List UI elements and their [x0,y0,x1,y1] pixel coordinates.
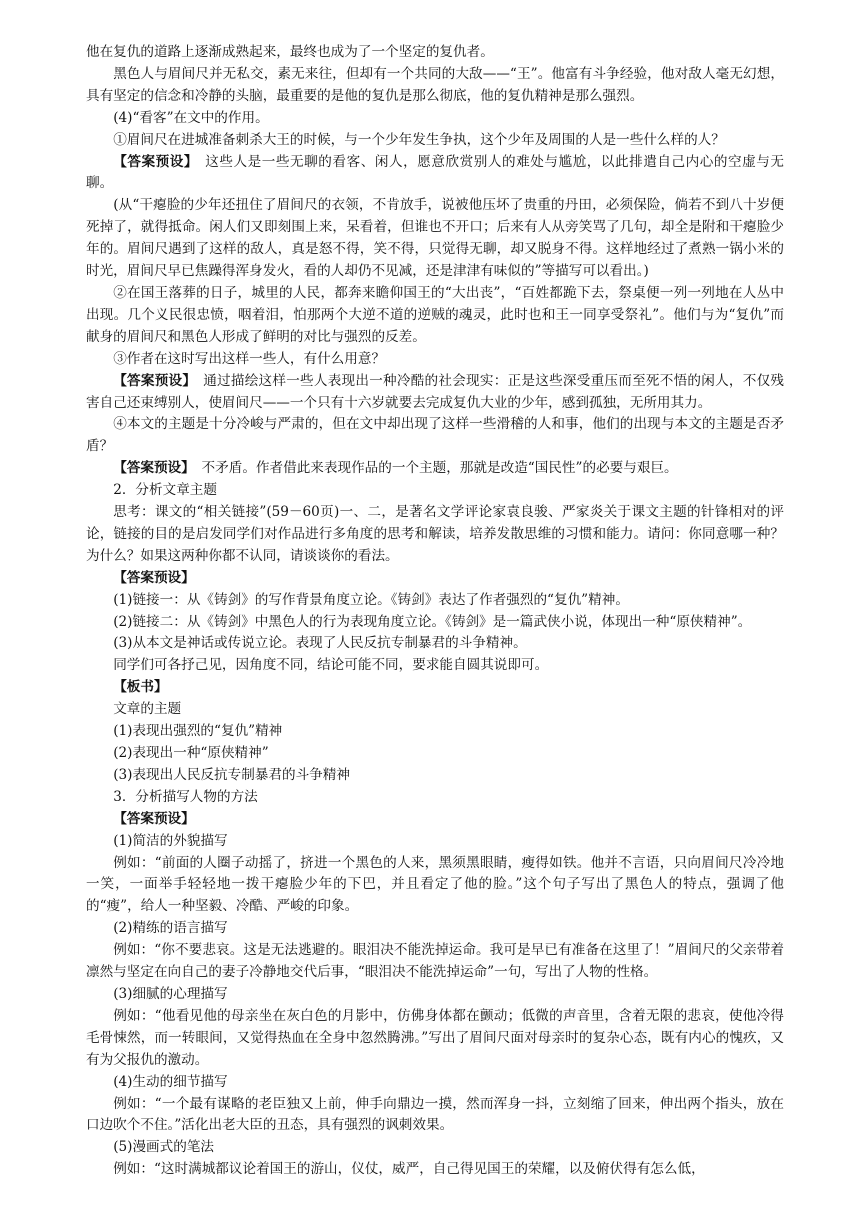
body-paragraph: (4)生动的细节描写 [113,1073,228,1090]
body-paragraph: ②在国王落葬的日子，城里的人民，都奔来瞻仰国王的“大出丧”，“百姓都跪下去，祭桌便一列一列地在人丛中出现。几个义民很忠愤，咽着泪，怕那两个大逆不道的逆贼的魂灵，此时也和王一同享受祭礼”。他们与为“复仇”而献身的眉间尺和黑色人形成了鲜明的对比与强烈的反差。 [86,284,784,345]
answer-label: 【答案预设】 [113,372,190,389]
body-paragraph: 3．分析描写人物的方法 [113,788,258,805]
section-label: 【答案预设】 [113,569,195,586]
body-paragraph: 思考：课文的“相关链接”(59－60页)一、二，是著名文学评论家袁良骏、严家炎关于课文主题的针锋相对的评论，链接的目的是启发同学们对作品进行多角度的思考和解读，培养发散思维的习惯和能力。请问：你同意哪一种？为什么？如果这两种你都不认同，请谈谈你的看法。 [86,504,784,564]
body-paragraph: (从“干瘪脸的少年还扭住了眉间尺的衣领，不肯放手，说被他压坏了贵重的丹田，必须保险，倘若不到八十岁便死掉了，就得抵命。闲人们又即刻围上来，呆看着，但谁也不开口；后来有人从旁笑骂了几句，却全是附和干瘪脸少年的。眉间尺遇到了这样的敌人，真是怒不得，笑不得，只觉得无聊，却又脱身不得。这样地经过了煮熟一锅小米的时光，眉间尺早已焦躁得浑身发火，看的人却仍不见减，还是津津有味似的”等描写可以看出。) [86,197,784,280]
body-paragraph: (3)细腻的心理描写 [113,985,228,1002]
answer-text: 通过描绘这样一些人表现出一种冷酷的社会现实：正是这些深受重压而至死不悟的闲人，不仅残害自己还束缚别人，使眉间尺——一个只有十六岁就要去完成复仇大业的少年，感到孤独，无所用其力。 [86,372,784,411]
body-paragraph: 2．分析文章主题 [113,482,217,499]
body-paragraph: (2)表现出一种“原侠精神” [113,745,269,761]
body-paragraph: ④本文的主题是十分冷峻与严肃的，但在文中却出现了这样一些滑稽的人和事，他们的出现与本文的主题是否矛盾？ [86,416,784,455]
body-paragraph: ①眉间尺在进城准备刺杀大王的时候，与一个少年发生争执，这个少年及周围的人是一些什么样的人？ [113,131,725,148]
body-paragraph: (5)漫画式的笔法 [113,1139,215,1156]
body-paragraph: (3)表现出人民反抗专制暴君的斗争精神 [113,766,350,783]
body-paragraph: (4)“看客”在文中的作用。 [113,109,269,126]
body-paragraph: (2)精练的语言描写 [113,920,228,937]
body-paragraph: 例如：“你不要悲哀。这是无法逃避的。眼泪决不能洗掉运命。我可是早已有准备在这里了！”眉间尺的父亲带着凛然与坚定在向自己的妻子冷静地交代后事，“眼泪决不能洗掉运命”一句，写出了人物的性格。 [86,942,784,981]
answer-paragraph [86,458,784,480]
body-paragraph: (1)简洁的外貌描写 [113,832,228,849]
body-paragraph: 他在复仇的道路上逐渐成熟起来，最终也成为了一个坚定的复仇者。 [86,44,494,60]
body-paragraph: 同学们可各抒己见，因角度不同，结论可能不同，要求能自圆其说即可。 [113,657,549,674]
answer-label: 【答案预设】 [113,153,192,170]
body-paragraph: 例如：“这时满城都议论着国王的游山，仪仗，威严，自己得见国王的荣耀，以及俯伏得有怎么低， [113,1161,705,1178]
body-paragraph: 例如：“一个最有谋略的老臣独又上前，伸手向鼎边一摸，然而浑身一抖，立刻缩了回来，伸出两个指头，放在口边吹个不住。”活化出老大臣的丑态，具有强烈的讽刺效果。 [86,1095,784,1134]
section-label: 【答案预设】 [113,810,195,827]
body-paragraph: 例如：“前面的人圈子动摇了，挤进一个黑色的人来，黑须黑眼睛，瘦得如铁。他并不言语，只向眉间尺冷冷地一笑，一面举手轻轻地一拨干瘪脸少年的下巴，并且看定了他的脸。”这个句子写出了黑色人的特点，强调了他的“瘦”，给人一种坚毅、冷酷、严峻的印象。 [86,854,784,915]
body-paragraph: (3)从本文是神话或传说立论。表现了人民反抗专制暴君的斗争精神。 [113,635,527,652]
answer-paragraph [86,152,784,196]
body-paragraph: (2)链接二：从《铸剑》中黑色人的行为表现角度立论。《铸剑》是一篇武侠小说，体现出一种“原侠精神”。 [113,613,752,630]
body-paragraph: (1)表现出强烈的“复仇”精神 [113,723,283,740]
answer-label: 【答案预设】 [113,460,188,477]
answer-paragraph [86,371,784,415]
answer-text: 不矛盾。作者借此来表现作品的一个主题，那就是改造“国民性”的必要与艰巨。 [187,460,678,477]
body-paragraph: (1)链接一：从《铸剑》的写作背景角度立论。《铸剑》表达了作者强烈的“复仇”精神。 [113,591,629,608]
body-paragraph: 例如：“他看见他的母亲坐在灰白色的月影中，仿佛身体都在颤动；低微的声音里，含着无限的悲哀，使他冷得毛骨悚然，而一转眼间，又觉得热血在全身中忽然腾沸。”写出了眉间尺面对母亲时的复杂心态，既有内心的愧疚，又有为父报仇的激动。 [86,1007,784,1068]
answer-text: 这些人是一些无聊的看客、闲人，愿意欣赏别人的难处与尴尬，以此排遣自己内心的空虚与无聊。 [86,153,784,192]
body-paragraph: 文章的主题 [113,701,182,718]
body-paragraph: 黑色人与眉间尺并无私交，素无来往，但却有一个共同的大敌——“王”。他富有斗争经验，他对敌人毫无幻想，具有坚定的信念和冷静的头脑，最重要的是他的复仇是那么彻底，他的复仇精神是那么强烈。 [86,65,784,104]
section-label: 【板书】 [113,679,168,696]
body-paragraph: ③作者在这时写出这样一些人，有什么用意？ [113,350,386,367]
